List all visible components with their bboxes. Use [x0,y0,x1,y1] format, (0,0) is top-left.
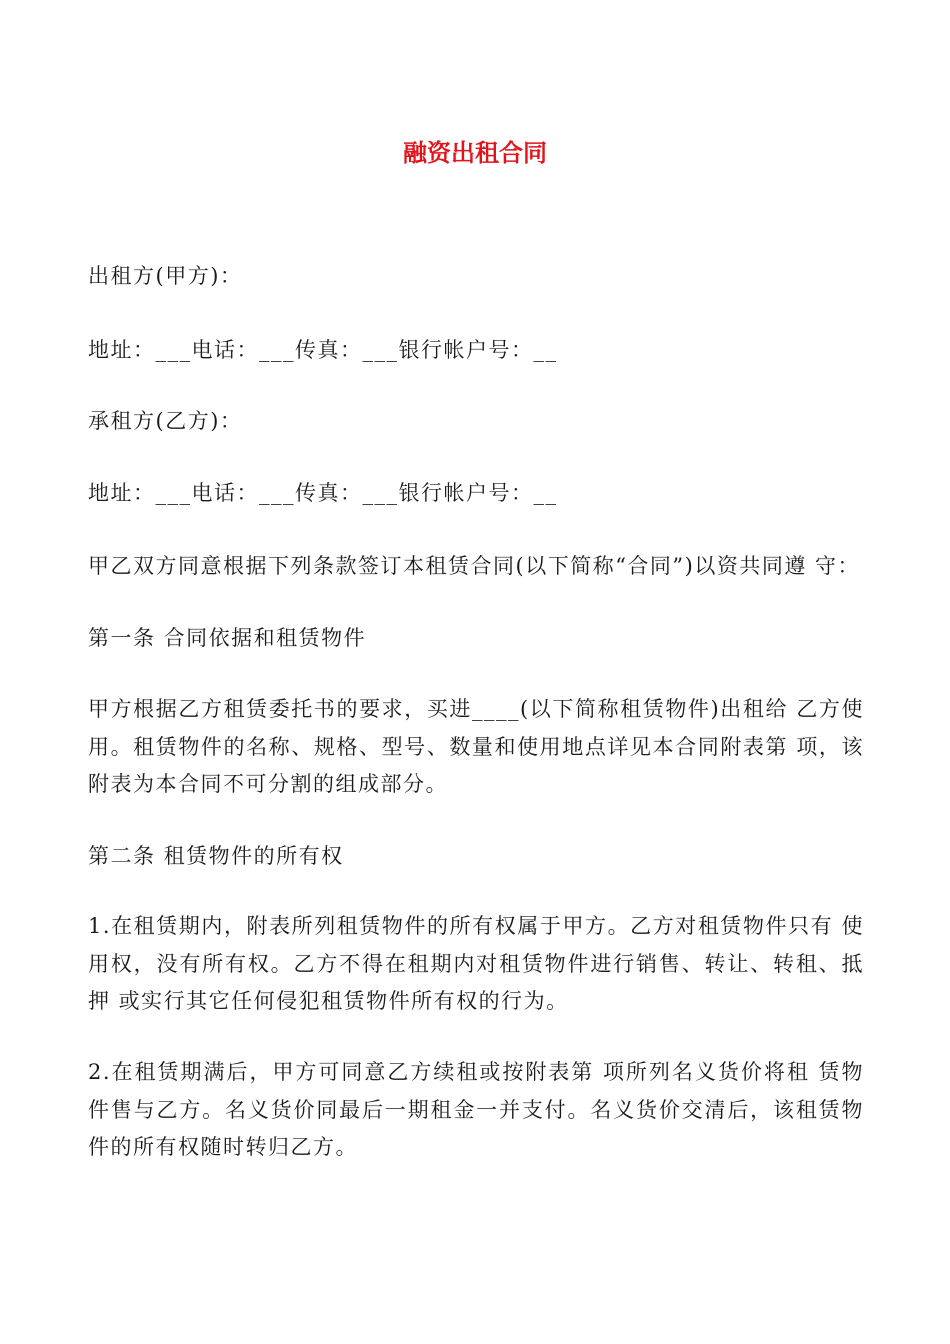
lessor-label: 出租方(甲方)： [88,264,243,288]
lessor-contact-line: 地址：___电话：___传真：___银行帐户号：__ [88,338,558,362]
article2-item2-paragraph: 2.在租赁期满后，甲方可同意乙方续租或按附表第 项所列名义货价将租 赁物件售与乙方。名义货价同最后一期租金一并支付。名义货价交清后，该租赁物件的所有权随时转归乙方。 [88,1060,864,1159]
preamble-text: 甲乙双方同意根据下列条款签订本租赁合同(以下简称“合同”)以资共同遵 守： [88,554,861,578]
article2-item1-paragraph: 1.在租赁期内，附表所列租赁物件的所有权属于甲方。乙方对租赁物件只有 使用权，没有所有权。乙方不得在租期内对租赁物件进行销售、转让、转租、抵押 或实行其它任何侵犯租赁物件所有权的行为。 [88,914,864,1013]
document-title: 融资出租合同 [403,139,547,167]
lessee-label: 承租方(乙方)： [88,409,243,433]
article2-heading: 第二条 租赁物件的所有权 [88,844,344,868]
lessee-contact-line: 地址：___电话：___传真：___银行帐户号：__ [88,481,558,505]
article1-heading: 第一条 合同依据和租赁物件 [88,626,367,650]
article1-paragraph: 甲方根据乙方租赁委托书的要求，买进____(以下简称租赁物件)出租给 乙方使用。租赁物件的名称、规格、型号、数量和使用地点详见本合同附表第 项，该附表为本合同不可分割的组成部分。 [88,697,864,796]
